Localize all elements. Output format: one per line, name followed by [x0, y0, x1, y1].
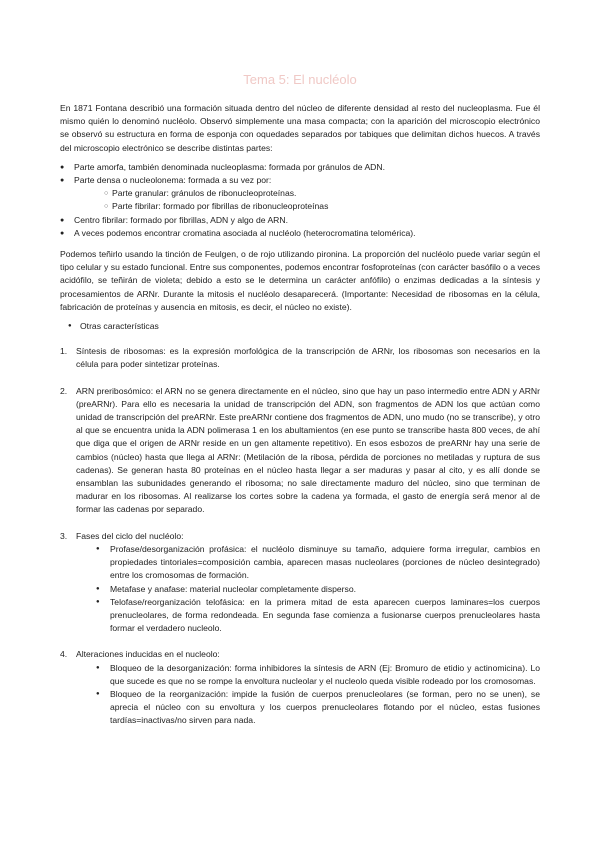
sub-list-item: ● Profase/desorganización profásica: el nucléolo disminuye su tamaño, adquiere forma irregular, cambios en propiedades tintoriales=composición cambia, aparecen masas nucleolares (porciones de núcleo desintegrado) entre los cromosomas de formación.: [96, 543, 540, 583]
sub-list-item: ○ Parte granular: gránulos de ribonucleoproteínas.: [104, 187, 540, 200]
item-number: 1.: [60, 346, 68, 357]
numbered-item: [60, 345, 540, 371]
sub-list-item: ● Bloqueo de la reorganización: impide la fusión de cuerpos prenucleolares (se forman, pero no se unen), se aprecia el núcleo con su envoltura y los cuerpos prenucleolares flotando por el núcleo, estas fusiones tardías=inactivas/no sirven para nada.: [96, 688, 540, 728]
document-title: Tema 5: El nucléolo: [243, 72, 357, 87]
item-number: 4.: [60, 649, 68, 660]
numbered-item: [60, 648, 540, 727]
list-item: ● Parte amorfa, también denominada nucleoplasma: formada por gránulos de ADN.: [60, 161, 540, 174]
characteristics-list: [60, 345, 540, 727]
list-item: [60, 174, 540, 214]
parts-list: [60, 161, 540, 240]
list-item: ● A veces podemos encontrar cromatina asociada al nucléolo (heterocromatina telomérica).: [60, 227, 540, 240]
sub-list-item: ● Bloqueo de la desorganización: forma inhibidores la síntesis de ARN (Ej: Bromuro de etidio y actinomicina). Lo que sucede es que no se rompe la envoltura nucleolar y el nucleolo queda visible rodeado por los cromosomas.: [96, 662, 540, 688]
item-number: 2.: [60, 385, 68, 396]
numbered-item: [60, 530, 540, 636]
list-item-text: Parte densa o nucleolonema: formada a su vez por:: [74, 175, 272, 186]
item-text: Alteraciones inducidas en el nucleolo:: [76, 649, 220, 660]
staining-paragraph: Podemos teñirlo usando la tinción de Feulgen, o de rojo utilizando pironina. La proporción del nucléolo puede variar según el tipo celular y su estado funcional. Entre sus componentes, podemos encontrar fosfoproteínas (con carácter basófilo o a veces acidófilo, se teñirán de violeta; debido a esto se le determina un carácter anfófilo) o enzimas dedicadas a la síntesis y procesamientos de ARNr. Durante la mitosis el nucléolo desaparecerá. (Importante: Necesidad de ribosomas en la célula, fabricación de proteínas y ausencia en mitosis, es decir, el núcleo no existe).: [60, 249, 540, 312]
phases-list: [76, 543, 540, 635]
item-text: Fases del ciclo del nucléolo:: [76, 530, 184, 541]
item-text: Síntesis de ribosomas: es la expresión morfológica de la transcripción de ARNr, los ribosomas son necesarios en la célula para poder sintetizar proteínas.: [76, 346, 540, 370]
sub-list-item: ● Metafase y anafase: material nucleolar completamente disperso.: [96, 583, 540, 596]
list-item: ● Centro fibrilar: formado por fibrillas, ADN y algo de ARN.: [60, 214, 540, 227]
otras-heading: ● Otras características: [60, 320, 540, 333]
sub-list-item: ● Telofase/reorganización telofásica: en la primera mitad de esta aparecen cuerpos laminares=los cuerpos prenucleolares, de forma redondeada. En segunda fase comienza a fusionarse cuerpos prenucleolares hasta formar el verdadero nucleolo.: [96, 596, 540, 636]
item-number: 3.: [60, 530, 68, 541]
item-text: ARN preribosómico: el ARN no se genera directamente en el núcleo, sino que hay un paso intermedio entre ADN y ARNr (preARNr). Para ello es necesaria la unidad de transcripción del ADN, son fragmentos de ADN los que actúan como unidad de transcripción del preARNr. Este preARNr contiene dos fragmentos de ADN, uno mudo (no se transcribe), y otro al que se encuentra unida la ADN polimerasa 1 en los abultamientos (en ese punto se transcribe hasta 800 veces, de ahí que diga que el origen de ARNr reside en un gen altamente repetitivo). En esos esbozos de preARNr hay una serie de cambios (núcleo) hasta que llega al ARNr: (Metilación de la ribosa, pérdida de porciones no metiladas y ruptura de sus cadenas). Se generan hasta 80 proteínas en el núcleo hasta llegar a ser maduras y pasar al cito, y es allí donde se ensamblan las subunidades generando el ribosoma; no sale directamente maduro del núcleo, sino que terminan de madurar en los ribosomas. Al realizarse los cortes sobre la cadena ya formada, el gasto de energía será menor al de formar las cadenas por separado.: [76, 385, 540, 515]
numbered-item: [60, 385, 540, 517]
subparts-list: [74, 187, 540, 213]
sub-list-item: ○ Parte fibrilar: formado por fibrillas de ribonucleoproteínas: [104, 200, 540, 213]
alterations-list: [76, 662, 540, 728]
intro-paragraph: En 1871 Fontana describió una formación situada dentro del núcleo de diferente densidad al resto del nucleoplasma. Fue él mismo quién lo denominó nucléolo. Observó simplemente una masa compacta; con la aparición del microscopio electrónico se observó su estructura en forma de esponja con oquedades separados por tabiques que delimitan dichos huecos. A través del microscopio electrónico se describe distintas partes:: [60, 103, 540, 153]
